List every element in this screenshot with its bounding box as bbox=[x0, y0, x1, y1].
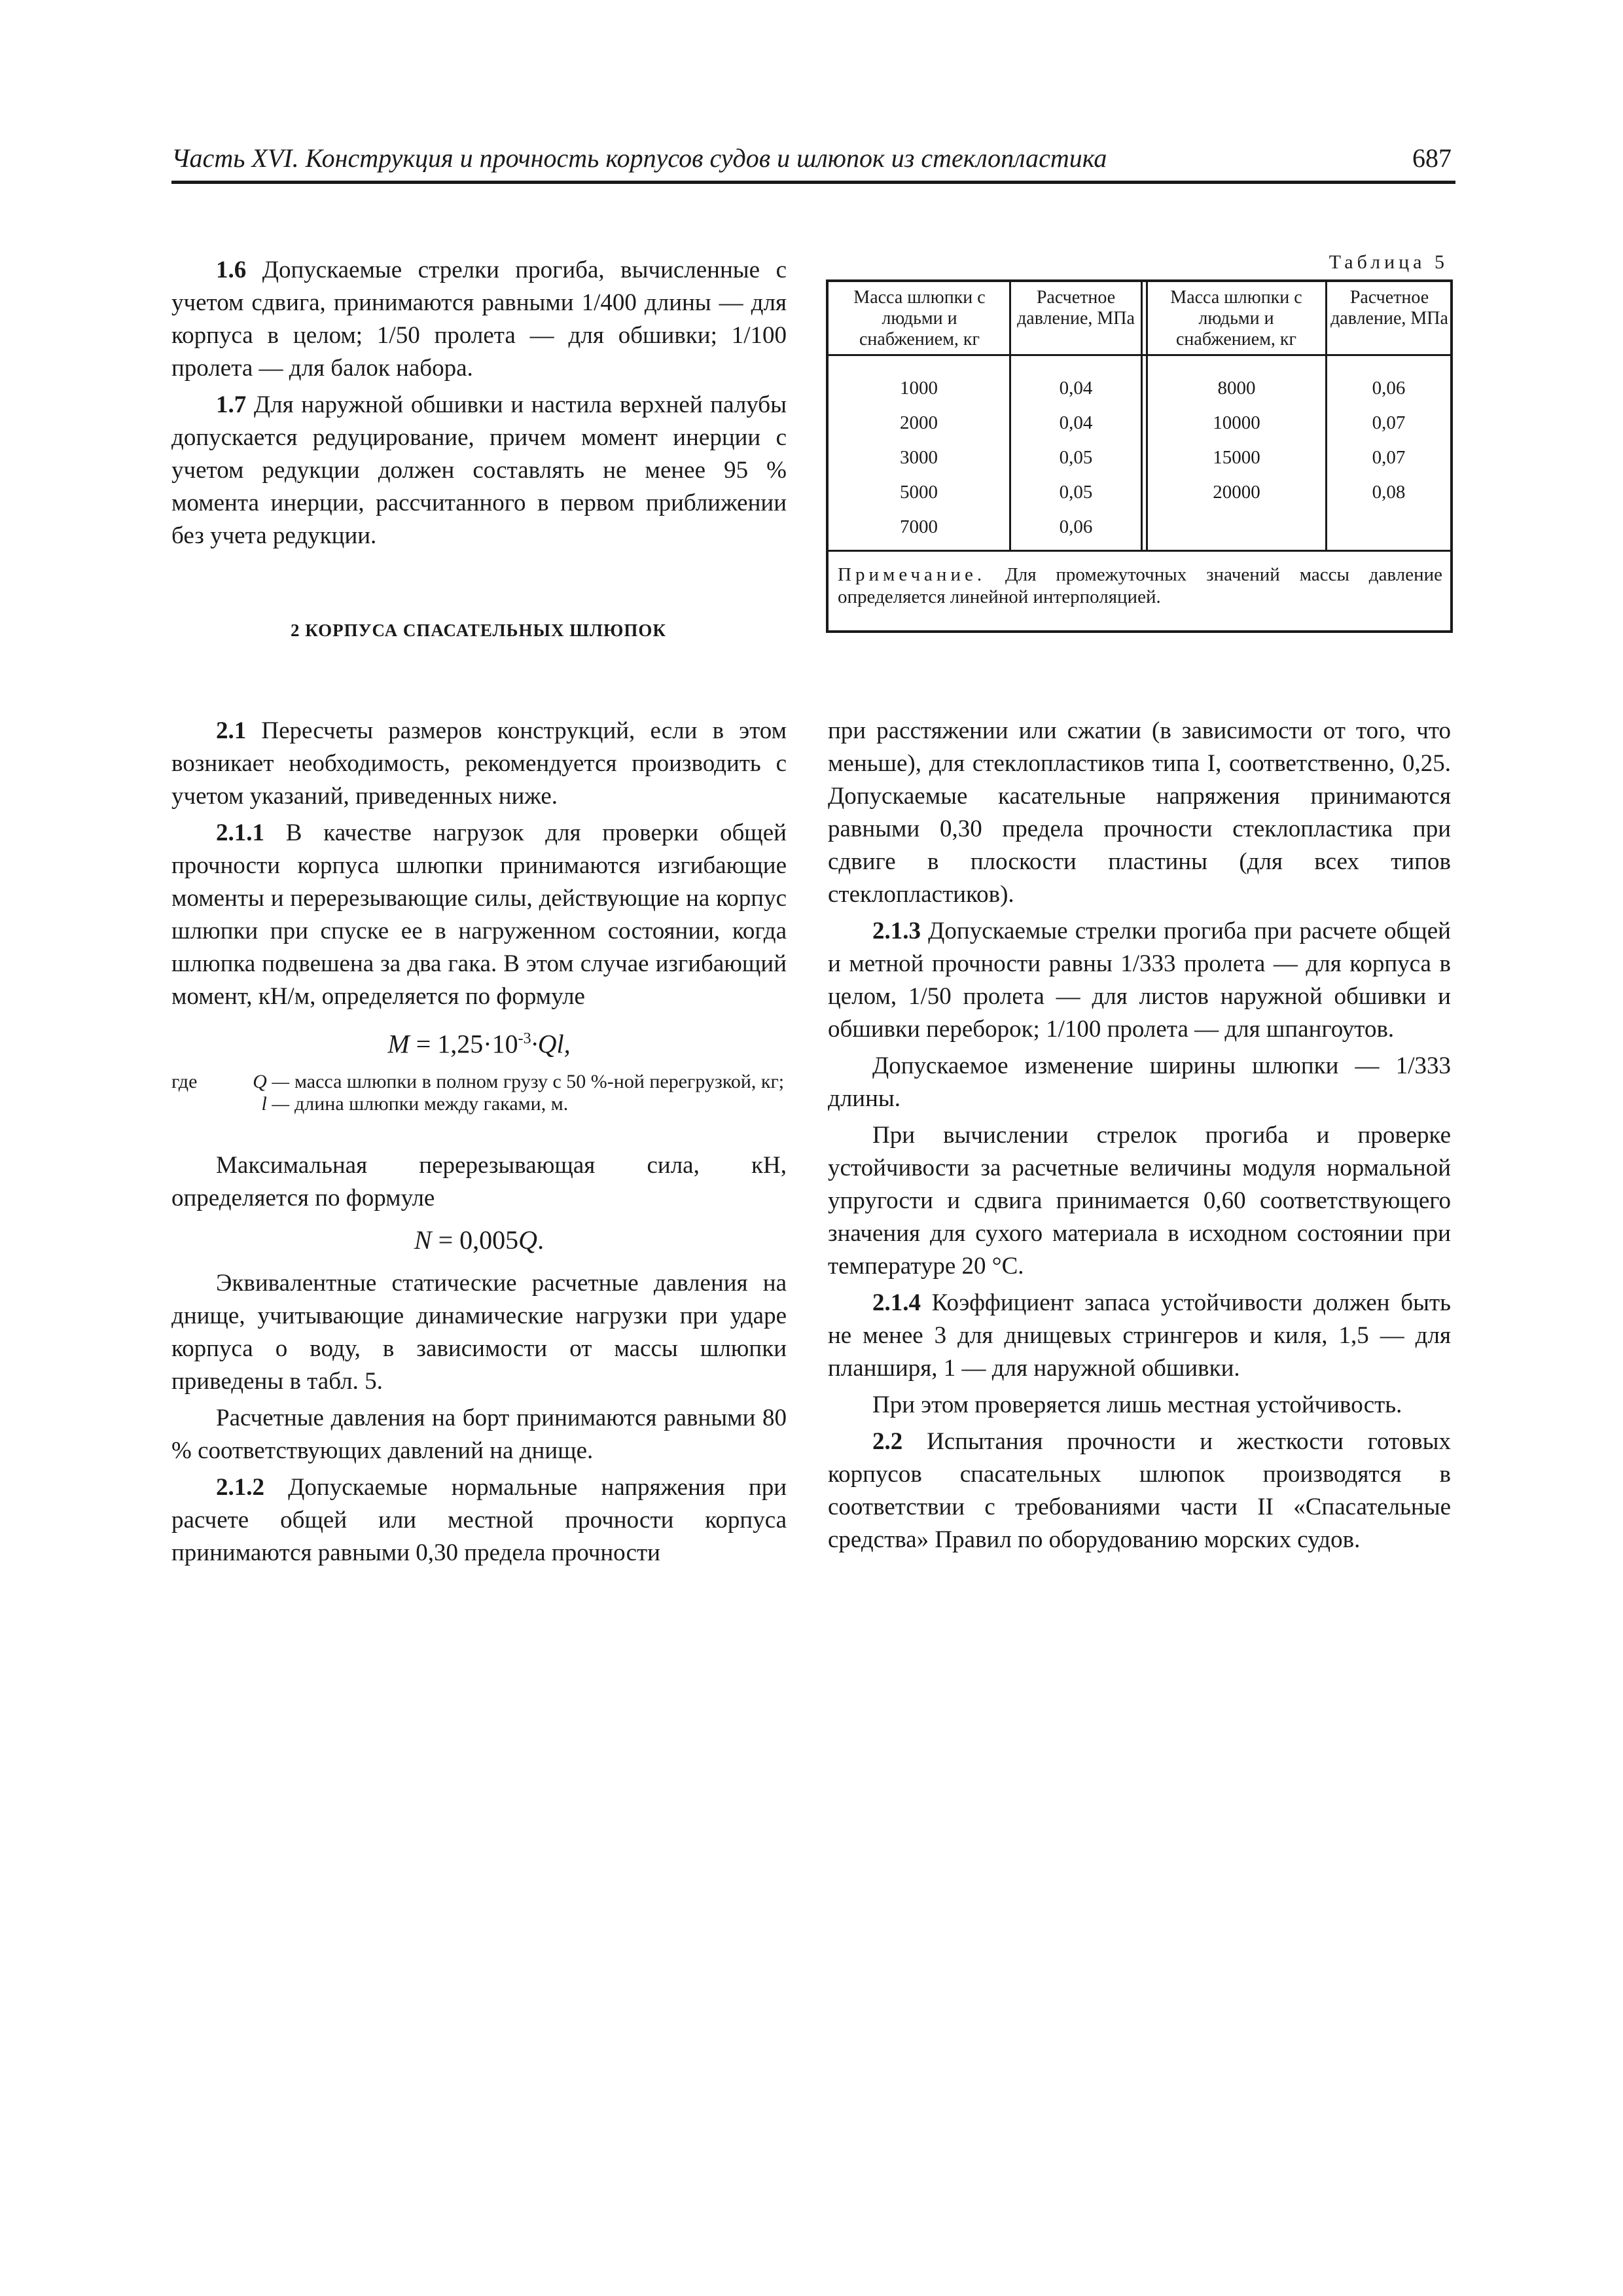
left-column bbox=[171, 715, 787, 1573]
table-cell: 2000 bbox=[900, 412, 938, 433]
header-title: Часть XVI. Конструкция и прочность корпусов судов и шлюпок из стеклопластика bbox=[171, 143, 1107, 173]
table-cell: 1000 bbox=[900, 378, 938, 399]
table-cell: 0,05 bbox=[1059, 482, 1093, 503]
clause-number: 2.1.1 bbox=[216, 819, 264, 846]
clause-number: 2.2 bbox=[872, 1428, 903, 1455]
paragraph-text: Допускаемые стрелки прогиба, вычисленные с учетом сдвига, принимаются равными 1/400 длины — для корпуса в целом; 1/50 пролета — для обшивки; 1/100 пролета — для балок набора. bbox=[171, 257, 787, 382]
note-text: Для промежуточных значений массы давление определяется линейной интерполяцией. bbox=[838, 564, 1442, 607]
paragraph-2-2 bbox=[828, 1426, 1451, 1556]
paragraph-2-1-1 bbox=[171, 817, 787, 1013]
intro-column bbox=[171, 254, 787, 556]
legend-row-q bbox=[171, 1071, 787, 1093]
formula-exponent: -3 bbox=[518, 1030, 531, 1047]
paragraph-1-7 bbox=[171, 389, 787, 552]
clause-number: 2.1.3 bbox=[872, 918, 921, 944]
table-5 bbox=[826, 279, 1453, 633]
paragraph-shear-force: Максимальная перерезывающая сила, кН, определяется по формуле bbox=[171, 1152, 787, 1212]
legend-text: масса шлюпки в полном грузу с 50 %-ной перегрузкой, кг; bbox=[294, 1071, 785, 1093]
table-cell: 0,04 bbox=[1059, 378, 1093, 399]
formula-part: . bbox=[537, 1225, 544, 1255]
note-label: Примечание. bbox=[838, 564, 986, 585]
paragraph-text: В качестве нагрузок для проверки общей прочности корпуса шлюпки принимаются изгибающие моменты и перерезывающие силы, действующие на корпус шлюпки при спуске ее в нагруженном состоянии, когда шлюпка подвешена за два гака. В этом случае изгибающий момент, кН/м, определяется по формуле bbox=[171, 819, 787, 1010]
table-cell: 0,06 bbox=[1372, 378, 1406, 399]
table-cell: 5000 bbox=[900, 482, 938, 503]
table-divider bbox=[829, 550, 1450, 552]
paragraph-2-1 bbox=[171, 715, 787, 813]
table-cell: 20000 bbox=[1213, 482, 1260, 503]
clause-number: 1.7 bbox=[216, 391, 247, 418]
clause-number: 1.6 bbox=[216, 257, 247, 283]
paragraph-continuation: при расстяжении или сжатии (в зависимости от того, что меньше), для стеклопластиков типа I, соответственно, 0,25. Допускаемые касательные напряжения принимаются равными 0,30 предела прочности стеклопластика при сдвиге в плоскости пластины (для всех типов стеклопластиков). bbox=[828, 717, 1451, 908]
right-column bbox=[828, 715, 1451, 1560]
table-note bbox=[838, 564, 1442, 608]
table-cell: 8000 bbox=[1217, 378, 1256, 399]
formula-part: = 1,25·10 bbox=[409, 1029, 518, 1059]
table-cell: 0,07 bbox=[1372, 412, 1406, 433]
where-word: где bbox=[171, 1071, 198, 1093]
running-header bbox=[171, 139, 1455, 184]
formula-moment bbox=[171, 1022, 787, 1060]
table-cell: 0,08 bbox=[1372, 482, 1406, 503]
table-header-pressure-1: Расчетное давление, МПа bbox=[1017, 287, 1135, 329]
formula-shear bbox=[171, 1224, 787, 1257]
formula-legend bbox=[171, 1071, 787, 1115]
paragraph-text: Коэффициент запаса устойчивости должен быть не менее 3 для днищевых стрингеров и киля, 1,5 — для планширя, 1 — для наружной обшивки. bbox=[828, 1289, 1451, 1382]
legend-symbol: l — bbox=[261, 1093, 289, 1115]
table-header-pressure-2: Расчетное давление, МПа bbox=[1330, 287, 1448, 329]
paragraph-local-stability: При этом проверяется лишь местная устойчивость. bbox=[872, 1391, 1402, 1418]
paragraph-1-6 bbox=[171, 254, 787, 385]
legend-spacer bbox=[171, 1093, 232, 1115]
formula-part: = 0,005 bbox=[431, 1225, 519, 1255]
clause-number: 2.1 bbox=[216, 717, 247, 744]
paragraph-text: Допускаемые стрелки прогиба при расчете общей и метной прочности равны 1/333 пролета — для корпуса в целом, 1/50 пролета — для листов наружной обшивки и обшивки переборок; 1/100 пролета — для шпангоутов. bbox=[828, 918, 1451, 1043]
legend-symbol: Q — bbox=[253, 1071, 289, 1093]
page-number: 687 bbox=[1412, 143, 1452, 173]
paragraph-board-pressure: Расчетные давления на борт принимаются равными 80 % соответствующих давлений на днище. bbox=[171, 1405, 787, 1465]
paragraph-text: Для наружной обшивки и настила верхней палубы допускается редуцирование, причем момент инерции с учетом редукции должен составлять не менее 95 % момента инерции, рассчитанного в первом приближении без учета редукции. bbox=[171, 391, 787, 549]
formula-symbol: M bbox=[387, 1029, 410, 1059]
section-title: 2 КОРПУСА СПАСАТЕЛЬНЫХ ШЛЮПОК bbox=[291, 620, 666, 640]
formula-symbol: N bbox=[414, 1225, 432, 1255]
table-cell: 0,04 bbox=[1059, 412, 1093, 433]
paragraph-text: Испытания прочности и жесткости готовых корпусов спасательных шлюпок производятся в соответствии с требованиями части II «Спасательные средства» Правил по оборудованию морских судов. bbox=[828, 1428, 1451, 1553]
formula-part: ·Ql, bbox=[531, 1029, 571, 1059]
table-cell: 3000 bbox=[900, 447, 938, 468]
paragraph-2-1-4 bbox=[828, 1287, 1451, 1385]
table-header-mass-1: Масса шлюпки с людьми и снабжением, кг bbox=[853, 287, 986, 350]
table-caption: Таблица 5 bbox=[1329, 251, 1448, 273]
table-cell: 10000 bbox=[1213, 412, 1260, 433]
table-cell: 7000 bbox=[900, 516, 938, 537]
clause-number: 2.1.4 bbox=[872, 1289, 921, 1316]
table-cell: 0,06 bbox=[1059, 516, 1093, 537]
paragraph-equivalent-pressure: Эквивалентные статические расчетные давления на днище, учитывающие динамические нагрузки при ударе корпуса о воду, в зависимости от массы шлюпки приведены в табл. 5. bbox=[171, 1270, 787, 1395]
paragraph-2-1-3 bbox=[828, 915, 1451, 1046]
paragraph-text: Пересчеты размеров конструкций, если в этом возникает необходимость, рекомендуется производить с учетом указаний, приведенных ниже. bbox=[171, 717, 787, 810]
table-header-mass-2: Масса шлюпки с людьми и снабжением, кг bbox=[1170, 287, 1302, 350]
table-divider bbox=[829, 354, 1450, 356]
paragraph-width-change: Допускаемое изменение ширины шлюпки — 1/333 длины. bbox=[828, 1052, 1451, 1112]
legend-row-l bbox=[171, 1093, 787, 1115]
table-cell: 0,05 bbox=[1059, 447, 1093, 468]
table-cell: 0,07 bbox=[1372, 447, 1406, 468]
paragraph-2-1-2 bbox=[171, 1471, 787, 1570]
formula-symbol: Q bbox=[518, 1225, 538, 1255]
table-cell: 15000 bbox=[1213, 447, 1260, 468]
table-divider bbox=[1141, 282, 1143, 552]
clause-number: 2.1.2 bbox=[216, 1474, 264, 1501]
paragraph-text: Допускаемые нормальные напряжения при расчете общей или местной прочности корпуса принимаются равными 0,30 предела прочности bbox=[171, 1474, 787, 1567]
legend-text: длина шлюпки между гаками, м. bbox=[294, 1093, 569, 1115]
paragraph-deflection-calc: При вычислении стрелок прогиба и проверке устойчивости за расчетные величины модуля нормальной упругости и сдвига принимается 0,60 соответствующего значения для сухого материала в исходном состоянии при температуре 20 °С. bbox=[828, 1122, 1451, 1280]
